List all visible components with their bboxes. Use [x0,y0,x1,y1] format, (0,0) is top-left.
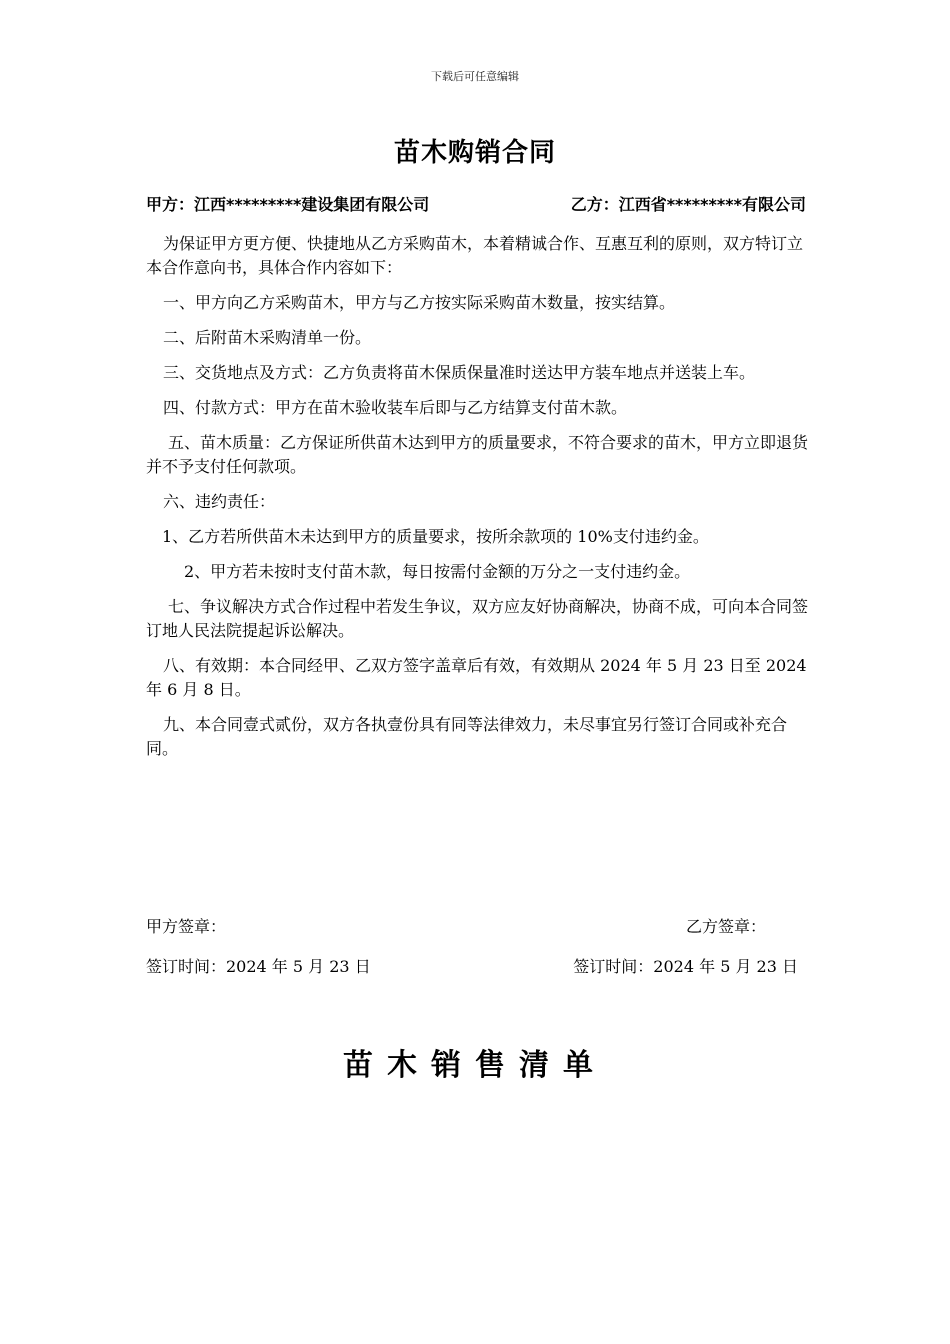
clause-5: 五、苗木质量：乙方保证所供苗木达到甲方的质量要求，不符合要求的苗木，甲方立即退货并不予支付任何款项。 [146,433,809,476]
clause-6-item-2: 2、甲方若未按时支付苗木款，每日按需付金额的万分之一支付违约金。 [184,562,691,581]
clause-8: 八、有效期：本合同经甲、乙双方签字盖章后有效，有效期从 2024 年 5 月 23 日至 2024 年 6 月 8 日。 [146,656,807,699]
clause-6-item-1: 1、乙方若所供苗木未达到甲方的质量要求，按所余款项的 10%支付违约金。 [162,527,709,546]
clause-9: 九、本合同壹式贰份，双方各执壹份具有同等法律效力，未尽事宜另行签订合同或补充合同。 [146,715,788,758]
header-note: 下载后可任意编辑 [431,70,519,83]
clause-3: 三、交货地点及方式：乙方负责将苗木保质保量准时送达甲方装车地点并送装上车。 [163,363,756,382]
party-a-sign-date: 签订时间：2024 年 5 月 23 日 [146,957,371,976]
contract-title: 苗木购销合同 [393,138,556,168]
party-b-signature-label: 乙方签章： [685,917,766,936]
party-b: 乙方：江西省*********有限公司 [570,195,806,214]
party-a: 甲方：江西*********建设集团有限公司 [146,195,430,214]
clause-4: 四、付款方式：甲方在苗木验收装车后即与乙方结算支付苗木款。 [163,398,628,417]
clause-1: 一、甲方向乙方采购苗木，甲方与乙方按实际采购苗木数量，按实结算。 [163,293,676,312]
parties-line [146,192,806,216]
sales-list-title: 苗木销售清单 [343,1048,607,1083]
party-b-sign-date: 签订时间：2024 年 5 月 23 日 [573,957,798,976]
signature-labels [146,914,766,938]
contract-body [146,232,808,772]
clause-2: 二、后附苗木采购清单一份。 [163,328,372,347]
clause-7: 七、争议解决方式合作过程中若发生争议，双方应友好协商解决，协商不成，可向本合同签订地人民法院提起诉讼解决。 [146,597,809,640]
clause-6: 六、违约责任： [163,492,276,511]
party-a-signature-label: 甲方签章： [146,917,227,936]
intro-paragraph: 为保证甲方更方便、快捷地从乙方采购苗木，本着精诚合作、互惠互利的原则，双方特订立本合作意向书，具体合作内容如下： [146,234,804,277]
signature-dates [146,954,798,978]
